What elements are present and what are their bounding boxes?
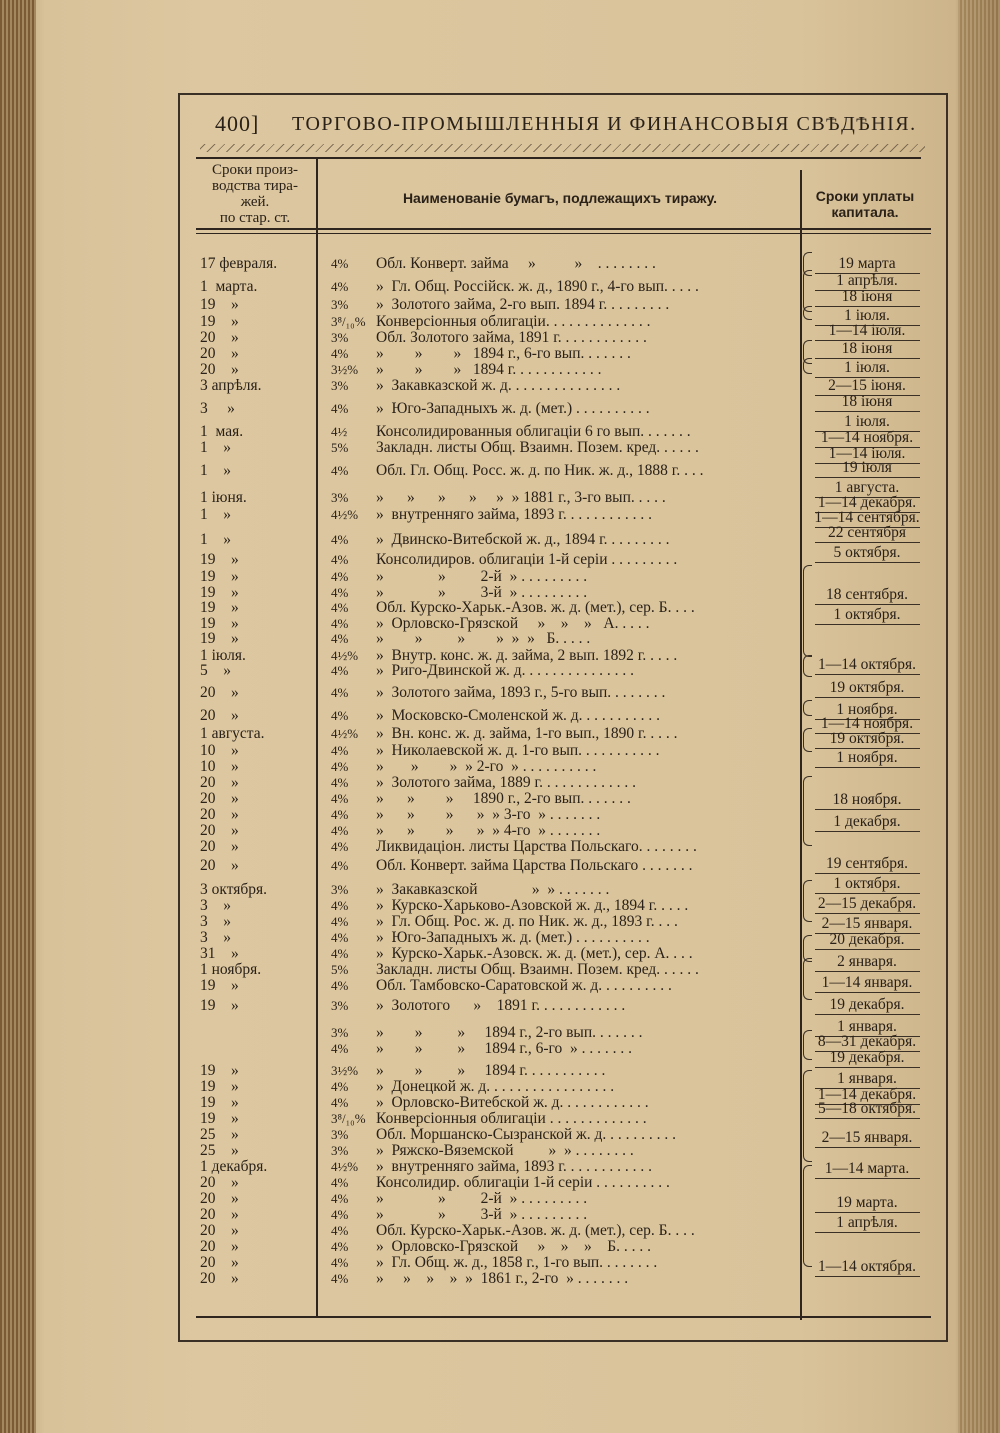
payment-date: 19 октября. bbox=[829, 730, 905, 747]
row-date: 20 » bbox=[200, 790, 239, 807]
row-security-name: » » » 1894 г., 2-го вып. . . . . . . bbox=[376, 1025, 643, 1041]
row-rate: 4% bbox=[331, 1191, 349, 1206]
payment-date: 2—15 января. bbox=[821, 1129, 913, 1146]
grouping-brace bbox=[803, 1030, 812, 1060]
payment-date: 2—15 января. bbox=[821, 915, 913, 932]
running-title: ТОРГОВО-ПРОМЫШЛЕННЫЯ И ФИНАНСОВЫЯ СВѢДѢНІЯ. bbox=[292, 113, 917, 135]
row-rate: 4% bbox=[331, 1095, 349, 1110]
column-header-payment bbox=[805, 188, 925, 220]
row-rate: 4% bbox=[331, 631, 349, 646]
row-date: 1 ноября. bbox=[200, 961, 262, 978]
row-date: 3 октября. bbox=[200, 881, 268, 898]
row-security-name: Обл. Конверт. займа » » . . . . . . . . bbox=[376, 256, 656, 272]
row-date: 19 » bbox=[200, 313, 239, 330]
row-date: 1 августа. bbox=[200, 725, 265, 742]
payment-underline bbox=[815, 411, 920, 412]
row-security-name: » Донецкой ж. д. . . . . . . . . . . . . . . . . bbox=[376, 1079, 615, 1095]
payment-date: 19 декабря. bbox=[829, 996, 905, 1013]
dates-header-line: по стар. ст. bbox=[219, 210, 291, 226]
payment-underline bbox=[815, 697, 920, 698]
row-security-name: » » » » » 3-го » . . . . . . . bbox=[376, 807, 601, 823]
row-date: 19 » bbox=[200, 615, 239, 632]
row-date: 20 » bbox=[200, 1238, 239, 1255]
payment-date: 1 октября. bbox=[833, 606, 901, 623]
payment-underline bbox=[815, 1067, 920, 1068]
row-rate: 3% bbox=[331, 378, 349, 393]
payment-date: 5—18 октября. bbox=[817, 1100, 917, 1117]
payment-date: 1—14 іюля. bbox=[828, 322, 906, 339]
row-rate: 4% bbox=[331, 346, 349, 361]
payment-date: 1 апрѣля. bbox=[836, 272, 898, 289]
row-date: 19 » bbox=[200, 568, 239, 585]
payment-date: 19 декабря. bbox=[829, 1049, 905, 1066]
row-rate: 4% bbox=[331, 1271, 349, 1286]
row-security-name: » » 3-й » . . . . . . . . . bbox=[376, 585, 588, 601]
payment-underline bbox=[815, 1212, 920, 1213]
row-security-name: » Юго-Западныхъ ж. д. (мет.) . . . . . . . . . . bbox=[376, 930, 650, 946]
column-divider-2 bbox=[800, 170, 802, 1320]
grouping-brace bbox=[803, 700, 812, 716]
payment-underline bbox=[815, 624, 920, 625]
row-date: 1 » bbox=[200, 439, 231, 456]
row-date: 19 » bbox=[200, 997, 239, 1014]
row-date: 10 » bbox=[200, 758, 239, 775]
row-security-name: » Закавказской ж. д. . . . . . . . . . . . . . . bbox=[376, 378, 621, 394]
row-date: 1 » bbox=[200, 506, 231, 523]
row-security-name: » Золотого займа, 2-го вып. 1894 г. . . . . . . . . bbox=[376, 297, 670, 313]
row-rate: 3½% bbox=[331, 1063, 359, 1078]
row-security-name: » Гл. Общ. ж. д., 1858 г., 1-го вып. . . . . . . . bbox=[376, 1255, 658, 1271]
row-date: 19 » bbox=[200, 1078, 239, 1095]
row-date: 1 декабря. bbox=[200, 1158, 268, 1175]
row-security-name: » внутренняго займа, 1893 г. . . . . . . . . . . . bbox=[376, 1159, 653, 1175]
row-security-name: » Риго-Двинской ж. д. . . . . . . . . . . . . . . bbox=[376, 663, 635, 679]
grouping-brace bbox=[803, 1070, 812, 1162]
row-date: 19 » bbox=[200, 1110, 239, 1127]
row-security-name: Обл. Золотого займа, 1891 г. . . . . . . . . . . . bbox=[376, 330, 647, 346]
row-security-name: Консолидиров. облигаціи 1-й серіи . . . . . . . . . bbox=[376, 552, 678, 568]
row-security-name: Обл. Конверт. займа Царства Польскаго . . . . . . . bbox=[376, 858, 693, 874]
row-date: 1 іюня. bbox=[200, 489, 247, 506]
row-date: 20 » bbox=[200, 707, 239, 724]
payment-date: 1 ноября. bbox=[836, 701, 898, 718]
row-security-name: » Золотого » 1891 г. . . . . . . . . . . . bbox=[376, 998, 626, 1014]
payment-date: 1—14 сентября. bbox=[814, 509, 920, 526]
payment-underline bbox=[815, 971, 920, 972]
book-spine-edge bbox=[0, 0, 36, 1433]
payment-underline bbox=[815, 604, 920, 605]
row-rate: 3% bbox=[331, 1025, 349, 1040]
payment-date: 22 сентября bbox=[827, 524, 907, 541]
row-security-name: » » » 1894 г. . . . . . . . . . . bbox=[376, 1063, 606, 1079]
payment-header-line: Сроки уплаты bbox=[815, 188, 915, 204]
header-bottom-rule bbox=[196, 228, 931, 230]
row-security-name: Ликвидаціон. листы Царства Польскаго. . . . . . . . bbox=[376, 839, 697, 855]
row-date: 19 » bbox=[200, 630, 239, 647]
payment-date: 19 іюля bbox=[842, 459, 892, 476]
row-date: 20 » bbox=[200, 857, 239, 874]
row-security-name: » Николаевской ж. д. 1-го вып. . . . . . . . . . . bbox=[376, 743, 660, 759]
payment-underline bbox=[815, 477, 920, 478]
row-rate: 3⁸/₁₀% bbox=[331, 1111, 366, 1126]
row-date: 19 » bbox=[200, 551, 239, 568]
row-date: 20 » bbox=[200, 361, 239, 378]
payment-date: 18 ноября. bbox=[832, 791, 902, 808]
row-rate: 4% bbox=[331, 1079, 349, 1094]
grouping-brace bbox=[803, 306, 812, 320]
row-security-name: » внутренняго займа, 1893 г. . . . . . . . . . . . bbox=[376, 507, 653, 523]
payment-date: 1—14 января. bbox=[821, 974, 913, 991]
payment-header-line: капитала. bbox=[831, 204, 899, 220]
row-date: 19 » bbox=[200, 584, 239, 601]
row-rate: 4% bbox=[331, 600, 349, 615]
row-date: 19 » bbox=[200, 1062, 239, 1079]
row-date: 25 » bbox=[200, 1142, 239, 1159]
payment-date: 19 сентября. bbox=[826, 855, 908, 872]
row-date: 19 » bbox=[200, 296, 239, 313]
row-security-name: » Гл. Общ. Россійск. ж. д., 1890 г., 4-го вып. . . . . bbox=[376, 279, 699, 295]
row-rate: 4% bbox=[331, 743, 349, 758]
grouping-brace bbox=[803, 358, 812, 374]
payment-underline bbox=[815, 893, 920, 894]
payment-date: 1 января. bbox=[837, 1070, 897, 1087]
payment-underline bbox=[815, 1147, 920, 1148]
row-date: 1 марта. bbox=[200, 278, 258, 295]
row-security-name: Обл. Моршанско-Сызранской ж. д. . . . . . . . . . bbox=[376, 1127, 677, 1143]
row-rate: 4% bbox=[331, 898, 349, 913]
row-security-name: » Московско-Смоленской ж. д. . . . . . . . . . . bbox=[376, 708, 661, 724]
row-rate: 4% bbox=[331, 1175, 349, 1190]
payment-date: 1 іюля. bbox=[844, 359, 890, 376]
payment-underline bbox=[815, 873, 920, 874]
row-security-name: » Двинско-Витебской ж. д., 1894 г. . . . . . . . . bbox=[376, 532, 670, 548]
row-rate: 4% bbox=[331, 807, 349, 822]
row-security-name: » Орловско-Витебской ж. д. . . . . . . . . . . . bbox=[376, 1095, 649, 1111]
row-rate: 4% bbox=[331, 532, 349, 547]
payment-underline bbox=[815, 913, 920, 914]
column-header-dates bbox=[196, 162, 314, 226]
payment-date: 19 марта bbox=[838, 255, 896, 272]
payment-underline bbox=[815, 562, 920, 563]
row-rate: 4½ bbox=[331, 424, 348, 439]
row-security-name: » » 3-й » . . . . . . . . . bbox=[376, 1207, 588, 1223]
grouping-brace bbox=[803, 565, 812, 657]
payment-date: 1 іюля. bbox=[844, 413, 890, 430]
row-security-name: » » » 1894 г., 6-го » . . . . . . . bbox=[376, 1041, 632, 1057]
row-date: 5 » bbox=[200, 662, 231, 679]
row-security-name: Закладн. листы Общ. Взаимн. Позем. кред. . . . . . bbox=[376, 440, 699, 456]
payment-underline bbox=[815, 1014, 920, 1015]
row-security-name: » » » 1890 г., 2-го вып. . . . . . . bbox=[376, 791, 631, 807]
payment-date: 1 ноября. bbox=[836, 749, 898, 766]
row-date: 3 » bbox=[200, 400, 235, 417]
row-rate: 3½% bbox=[331, 362, 359, 377]
row-date: 20 » bbox=[200, 1174, 239, 1191]
payment-date: 1—14 ноября. bbox=[820, 715, 914, 732]
row-rate: 4% bbox=[331, 616, 349, 631]
payment-date: 2 января. bbox=[837, 953, 897, 970]
dates-header-line: жей. bbox=[240, 194, 270, 210]
row-date: 3 апрѣля. bbox=[200, 377, 262, 394]
payment-date: 1 декабря. bbox=[833, 813, 901, 830]
payment-date: 1 апрѣля. bbox=[836, 1214, 898, 1231]
row-rate: 4% bbox=[331, 839, 349, 854]
row-date: 19 » bbox=[200, 599, 239, 616]
row-rate: 4½% bbox=[331, 726, 359, 741]
row-rate: 4% bbox=[331, 585, 349, 600]
payment-underline bbox=[815, 831, 920, 832]
payment-date: 18 іюня bbox=[841, 288, 893, 305]
payment-underline bbox=[815, 767, 920, 768]
row-security-name: Обл. Гл. Общ. Росс. ж. д. по Ник. ж. д., 1888 г. . . . bbox=[376, 463, 704, 479]
row-date: 20 » bbox=[200, 806, 239, 823]
row-date: 20 » bbox=[200, 838, 239, 855]
row-security-name: Обл. Курско-Харьк.-Азов. ж. д. (мет.), сер. Б. . . . bbox=[376, 600, 695, 616]
row-security-name: » Ряжско-Вяземской » » . . . . . . . . bbox=[376, 1143, 634, 1159]
row-security-name: Обл. Тамбовско-Саратовской ж. д. . . . . . . . . . bbox=[376, 978, 672, 994]
row-rate: 3% bbox=[331, 1127, 349, 1142]
dates-header-line: водства тира- bbox=[212, 178, 298, 194]
page-stack-edge bbox=[958, 0, 1000, 1433]
row-security-name: » Орловско-Грязской » » » А. . . . . bbox=[376, 616, 650, 632]
table-bottom-rule bbox=[196, 1316, 931, 1318]
payment-date: 1 октября. bbox=[833, 875, 901, 892]
column-header-names: Наименованіе бумагъ, подлежащихъ тиражу. bbox=[402, 190, 718, 206]
row-rate: 4% bbox=[331, 946, 349, 961]
payment-date: 18 іюня bbox=[841, 393, 893, 410]
payment-date: 1—14 октября. bbox=[817, 656, 917, 673]
row-date: 31 » bbox=[200, 945, 239, 962]
row-security-name: » » » 1894 г. . . . . . . . . . . . bbox=[376, 362, 602, 378]
row-rate: 3% bbox=[331, 297, 349, 312]
row-security-name: » Закавказской » » . . . . . . . bbox=[376, 882, 610, 898]
row-date: 19 » bbox=[200, 1094, 239, 1111]
row-date: 1 » bbox=[200, 462, 231, 479]
payment-date: 20 декабря. bbox=[829, 931, 905, 948]
row-rate: 3% bbox=[331, 490, 349, 505]
payment-date: 19 октября. bbox=[829, 679, 905, 696]
payment-date: 19 марта. bbox=[836, 1194, 898, 1211]
payment-date: 1 августа. bbox=[834, 479, 900, 496]
row-rate: 4% bbox=[331, 256, 349, 271]
page-number: 400] bbox=[215, 111, 260, 136]
payment-date: 1—14 октября. bbox=[817, 1258, 917, 1275]
row-security-name: » » 2-й » . . . . . . . . . bbox=[376, 569, 588, 585]
row-rate: 4½% bbox=[331, 507, 359, 522]
row-rate: 4% bbox=[331, 978, 349, 993]
payment-date: 1—14 ноября. bbox=[820, 429, 914, 446]
row-rate: 4% bbox=[331, 685, 349, 700]
row-security-name: » » » » » 1861 г., 2-го » . . . . . . . bbox=[376, 1271, 629, 1287]
row-security-name: » » 2-й » . . . . . . . . . bbox=[376, 1191, 588, 1207]
row-rate: 4% bbox=[331, 552, 349, 567]
row-date: 20 » bbox=[200, 822, 239, 839]
payment-date: 1—14 іюля. bbox=[828, 445, 906, 462]
payment-date: 1—14 марта. bbox=[824, 1160, 910, 1177]
row-security-name: » Орловско-Грязской » » » Б. . . . . bbox=[376, 1239, 652, 1255]
row-rate: 4% bbox=[331, 1239, 349, 1254]
row-date: 25 » bbox=[200, 1126, 239, 1143]
header-top-rule bbox=[196, 157, 921, 159]
row-rate: 4% bbox=[331, 823, 349, 838]
row-security-name: Конверсіонныя облигаціи . . . . . . . . . . . . . bbox=[376, 1111, 647, 1127]
row-rate: 4% bbox=[331, 791, 349, 806]
payment-date: 1 января. bbox=[837, 1018, 897, 1035]
row-rate: 4% bbox=[331, 1223, 349, 1238]
row-rate: 4½% bbox=[331, 648, 359, 663]
row-date: 1 » bbox=[200, 531, 231, 548]
row-security-name: » » » 1894 г., 6-го вып. . . . . . . bbox=[376, 346, 631, 362]
payment-underline bbox=[815, 542, 920, 543]
row-security-name: » » » » » 4-го » . . . . . . . bbox=[376, 823, 601, 839]
row-date: 20 » bbox=[200, 1270, 239, 1287]
row-security-name: » » » » » » Б. . . . . bbox=[376, 631, 591, 647]
row-security-name: » Курско-Харьково-Азовской ж. д., 1894 г. . . . . bbox=[376, 898, 689, 914]
payment-underline bbox=[815, 1178, 920, 1179]
row-date: 20 » bbox=[200, 329, 239, 346]
row-date: 20 » bbox=[200, 1222, 239, 1239]
row-rate: 4% bbox=[331, 775, 349, 790]
payment-date: 1—14 декабря. bbox=[817, 1086, 917, 1103]
grouping-brace bbox=[803, 880, 812, 922]
grouping-brace bbox=[803, 958, 812, 1000]
row-date: 17 февраля. bbox=[200, 255, 278, 272]
payment-date: 18 сентября. bbox=[826, 586, 908, 603]
row-date: 20 » bbox=[200, 684, 239, 701]
row-rate: 4% bbox=[331, 463, 349, 478]
row-security-name: Конверсіонныя облигаціи. . . . . . . . . . . . . . bbox=[376, 314, 651, 330]
row-security-name: » » » » 2-го » . . . . . . . . . . bbox=[376, 759, 597, 775]
row-security-name: Закладн. листы Общ. Взаимн. Позем. кред. . . . . . bbox=[376, 962, 699, 978]
row-security-name: Консолидированныя облигаціи 6 го вып. . . . . . . bbox=[376, 424, 691, 440]
payment-date: 1 іюля. bbox=[844, 307, 890, 324]
payment-underline bbox=[815, 1118, 920, 1119]
payment-underline bbox=[815, 949, 920, 950]
row-rate: 4% bbox=[331, 569, 349, 584]
row-rate: 4% bbox=[331, 1255, 349, 1270]
payment-date: 2—15 іюня. bbox=[828, 377, 906, 394]
row-date: 20 » bbox=[200, 1254, 239, 1271]
row-security-name: » Золотого займа, 1893 г., 5-го вып. . . . . . . . bbox=[376, 685, 666, 701]
grouping-brace bbox=[803, 728, 812, 752]
row-security-name: » » » » » » 1881 г., 3-го вып. . . . . bbox=[376, 490, 666, 506]
payment-underline bbox=[815, 1276, 920, 1277]
row-security-name: » Гл. Общ. Рос. ж. д. по Ник. ж. д., 1893 г. . . . bbox=[376, 914, 678, 930]
row-rate: 4% bbox=[331, 708, 349, 723]
row-security-name: Консолидир. облигаціи 1-й серіи . . . . . . . . . . bbox=[376, 1175, 670, 1191]
grouping-brace bbox=[803, 1165, 812, 1267]
column-divider-1 bbox=[316, 157, 318, 1317]
row-rate: 3% bbox=[331, 882, 349, 897]
row-rate: 4% bbox=[331, 930, 349, 945]
row-rate: 4½% bbox=[331, 1159, 359, 1174]
payment-date: 8—31 декабря. bbox=[817, 1033, 917, 1050]
header-bottom-rule-2 bbox=[196, 233, 931, 234]
row-security-name: » Юго-Западныхъ ж. д. (мет.) . . . . . . . . . . bbox=[376, 401, 650, 417]
dates-header-line: Сроки произ- bbox=[211, 162, 299, 178]
row-date: 3 » bbox=[200, 897, 231, 914]
grouping-brace bbox=[803, 776, 812, 846]
row-date: 3 » bbox=[200, 929, 231, 946]
row-date: 20 » bbox=[200, 345, 239, 362]
row-security-name: » Внутр. конс. ж. д. займа, 2 вып. 1892 г. . . . . bbox=[376, 648, 678, 664]
payment-date: 1—14 декабря. bbox=[817, 494, 917, 511]
row-rate: 5% bbox=[331, 962, 349, 977]
row-security-name: Обл. Курско-Харьк.-Азов. ж. д. (мет.), сер. Б. . . . bbox=[376, 1223, 695, 1239]
row-rate: 4% bbox=[331, 279, 349, 294]
row-rate: 4% bbox=[331, 1041, 349, 1056]
row-rate: 3% bbox=[331, 998, 349, 1013]
row-rate: 4% bbox=[331, 401, 349, 416]
grouping-brace bbox=[803, 655, 812, 677]
row-date: 10 » bbox=[200, 742, 239, 759]
row-rate: 5% bbox=[331, 440, 349, 455]
row-rate: 3⁸/₁₀% bbox=[331, 314, 366, 329]
row-rate: 3% bbox=[331, 330, 349, 345]
row-security-name: » Вн. конс. ж. д. займа, 1-го вып., 1890 г. . . . . bbox=[376, 726, 678, 742]
row-rate: 4% bbox=[331, 663, 349, 678]
row-rate: 4% bbox=[331, 759, 349, 774]
payment-underline bbox=[815, 674, 920, 675]
payment-underline bbox=[815, 1232, 920, 1233]
row-security-name: » Курско-Харьк.-Азовск. ж. д. (мет.), сер. А. . . . bbox=[376, 946, 693, 962]
row-date: 1 іюля. bbox=[200, 647, 246, 664]
row-rate: 4% bbox=[331, 858, 349, 873]
row-rate: 3% bbox=[331, 1143, 349, 1158]
row-date: 20 » bbox=[200, 1190, 239, 1207]
row-date: 19 » bbox=[200, 977, 239, 994]
row-date: 1 мая. bbox=[200, 423, 244, 440]
row-rate: 4% bbox=[331, 914, 349, 929]
payment-date: 18 іюня bbox=[841, 340, 893, 357]
payment-underline bbox=[815, 809, 920, 810]
payment-underline bbox=[815, 992, 920, 993]
payment-date: 2—15 декабря. bbox=[817, 895, 917, 912]
row-date: 20 » bbox=[200, 1206, 239, 1223]
decorative-wavy-rule bbox=[200, 144, 925, 152]
row-date: 20 » bbox=[200, 774, 239, 791]
row-rate: 4% bbox=[331, 1207, 349, 1222]
row-security-name: » Золотого займа, 1889 г. . . . . . . . . . . . . bbox=[376, 775, 636, 791]
row-date: 3 » bbox=[200, 913, 231, 930]
payment-date: 5 октября. bbox=[833, 544, 901, 561]
